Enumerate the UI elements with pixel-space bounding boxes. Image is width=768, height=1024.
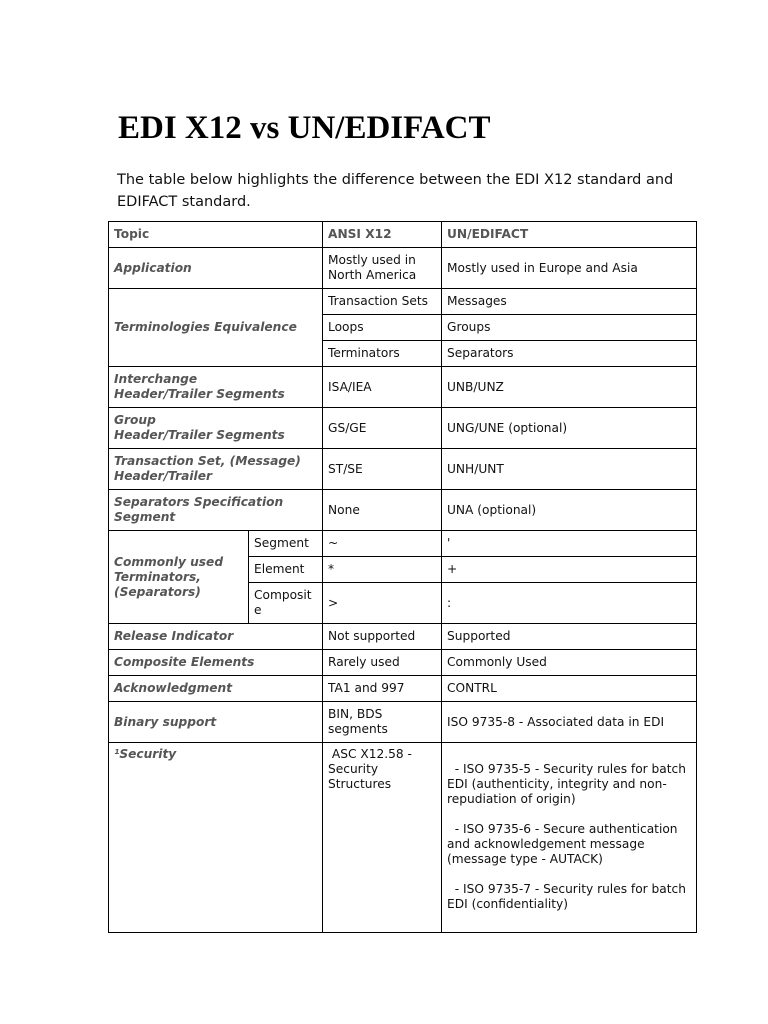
- edifact-separators-spec: UNA (optional): [442, 490, 697, 531]
- intro-paragraph: The table below highlights the difference between the EDI X12 standard and EDIFACT standard.: [117, 172, 674, 210]
- table-row: [109, 650, 697, 676]
- x12-acknowledgment: TA1 and 997: [323, 676, 442, 702]
- table-row: [109, 676, 697, 702]
- table-row: [109, 531, 697, 557]
- topic-security: ¹Security: [109, 743, 323, 933]
- table-row: [109, 743, 697, 933]
- topic-binary-support: Binary support: [109, 702, 323, 743]
- x12-terminology: Transaction Sets: [323, 289, 442, 315]
- topic-interchange: [109, 367, 323, 408]
- topic-separators-spec: Separators Specification Segment: [109, 490, 323, 531]
- topic-transaction-set: Transaction Set, (Message) Header/Trailer: [109, 449, 323, 490]
- table-row: [109, 702, 697, 743]
- x12-terminology: Loops: [323, 315, 442, 341]
- header-topic: Topic: [109, 222, 323, 248]
- topic-release-indicator: Release Indicator: [109, 624, 323, 650]
- header-un-edifact: UN/EDIFACT: [442, 222, 697, 248]
- edifact-terminology: Groups: [442, 315, 697, 341]
- topic-application: Application: [109, 248, 323, 289]
- topic-composite-elements: Composite Elements: [109, 650, 323, 676]
- x12-transaction-set: ST/SE: [323, 449, 442, 490]
- x12-element-terminator: *: [323, 557, 442, 583]
- x12-application: Mostly used in North America: [323, 248, 442, 289]
- edifact-security-item: - ISO 9735-6 - Secure authentication and acknowledgement message (message type - AUTACK): [447, 822, 682, 866]
- edifact-element-terminator: +: [442, 557, 697, 583]
- table-row: [109, 248, 697, 289]
- edifact-transaction-set: UNH/UNT: [442, 449, 697, 490]
- edifact-composite-terminator: :: [442, 583, 697, 624]
- topic-group-line1: Group: [114, 413, 156, 427]
- x12-separators-spec: None: [323, 490, 442, 531]
- table-row: [109, 490, 697, 531]
- topic-acknowledgment: Acknowledgment: [109, 676, 323, 702]
- table-row: [109, 408, 697, 449]
- edifact-security-list: [447, 747, 691, 912]
- edifact-segment-terminator: ': [442, 531, 697, 557]
- x12-binary-support: BIN, BDS segments: [323, 702, 442, 743]
- page-title: EDI X12 vs UN/EDIFACT: [118, 110, 491, 146]
- sub-composite: Composite: [249, 583, 323, 624]
- x12-release-indicator: Not supported: [323, 624, 442, 650]
- x12-security: [323, 743, 442, 933]
- edifact-composite-elements: Commonly Used: [442, 650, 697, 676]
- topic-commonly-used: Commonly used Terminators, (Separators): [109, 531, 249, 624]
- topic-interchange-line1: Interchange: [114, 372, 198, 386]
- x12-security-text: ASC X12.58 - Security Structures: [328, 747, 416, 791]
- table-row: [109, 624, 697, 650]
- header-ansi-x12: ANSI X12: [323, 222, 442, 248]
- edifact-terminology: Separators: [442, 341, 697, 367]
- table-header-row: [109, 222, 697, 248]
- table-row: [109, 449, 697, 490]
- topic-interchange-line2: Header/Trailer Segments: [114, 387, 285, 401]
- table-row: [109, 289, 697, 315]
- edifact-binary-support: ISO 9735-8 - Associated data in EDI: [442, 702, 697, 743]
- x12-group: GS/GE: [323, 408, 442, 449]
- topic-group: [109, 408, 323, 449]
- topic-group-line2: Header/Trailer Segments: [114, 428, 285, 442]
- topic-terminologies: Terminologies Equivalence: [109, 289, 323, 367]
- x12-composite-elements: Rarely used: [323, 650, 442, 676]
- table-row: [109, 367, 697, 408]
- edifact-group: UNG/UNE (optional): [442, 408, 697, 449]
- comparison-table: [108, 221, 697, 933]
- x12-terminology: Terminators: [323, 341, 442, 367]
- edifact-interchange: UNB/UNZ: [442, 367, 697, 408]
- edifact-release-indicator: Supported: [442, 624, 697, 650]
- x12-composite-terminator: >: [323, 583, 442, 624]
- edifact-application: Mostly used in Europe and Asia: [442, 248, 697, 289]
- edifact-security-item: - ISO 9735-5 - Security rules for batch EDI (authenticity, integrity and non-repudiation of origin): [447, 762, 690, 806]
- edifact-security-item: - ISO 9735-7 - Security rules for batch EDI (confidentiality): [447, 882, 690, 911]
- edifact-acknowledgment: CONTRL: [442, 676, 697, 702]
- sub-element: Element: [249, 557, 323, 583]
- edifact-terminology: Messages: [442, 289, 697, 315]
- x12-interchange: ISA/IEA: [323, 367, 442, 408]
- edifact-security: [442, 743, 697, 933]
- sub-segment: Segment: [249, 531, 323, 557]
- x12-segment-terminator: ~: [323, 531, 442, 557]
